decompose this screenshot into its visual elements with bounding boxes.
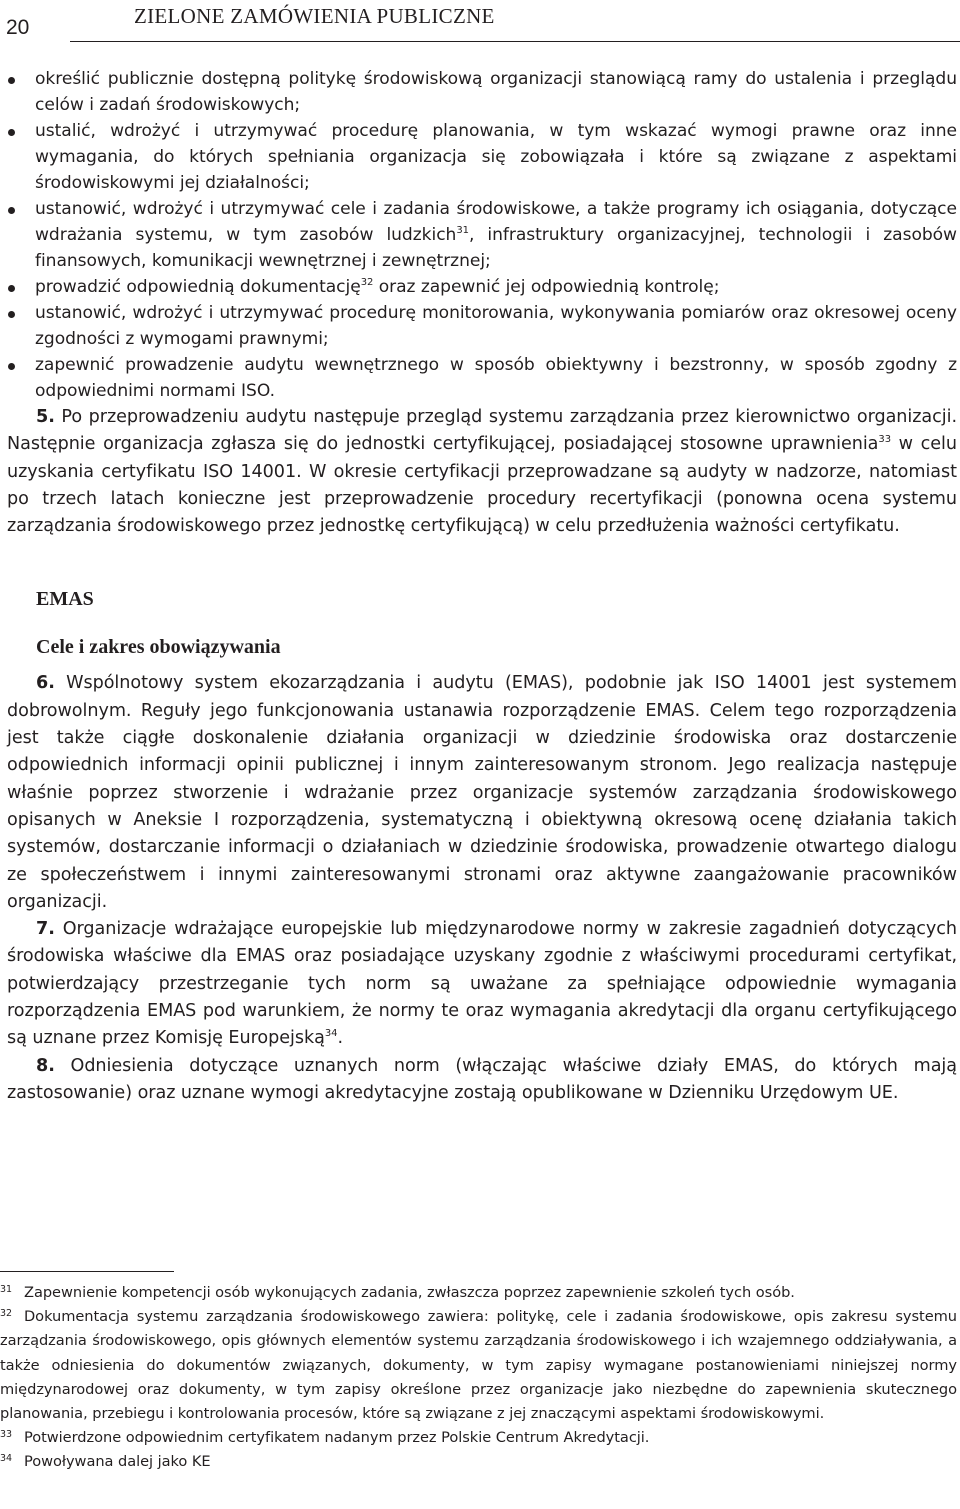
subsection-heading: Cele i zakres obowiązywania [36, 636, 281, 659]
footnote-ref[interactable]: 32 [360, 277, 374, 288]
paragraph-number: 5. [36, 407, 55, 427]
page-number: 20 [6, 16, 30, 39]
paragraph-8: 8. Odniesienia dotyczące uznanych norm (włączając właściwe działy EMAS, do których mają zastosowanie) oraz uznane wymogi akredytacyjne zostają opublikowane w Dzienniku Urzędowym UE. [7, 1055, 957, 1103]
footnotes [0, 1281, 957, 1475]
paragraph-number: 8. [36, 1055, 55, 1076]
paragraph-number: 7. [36, 919, 55, 940]
list-item: prowadzić odpowiednią dokumentację$^{32}$ oraz zapewnić jej odpowiednią kontrolę; [7, 274, 957, 300]
paragraph-7: 7. Organizacje wdrażające europejskie lub międzynarodowe normy w zakresie zagadnień dotyczących środowiska właściwe dla EMAS oraz posiadające uzyskany zgodnie z właściwymi procedurami certyfikat, potwierdzający przestrzeganie tych norm są uważane za spełniające odpowiednie wymagania rozporządzenia EMAS pod warunkiem, że normy te oraz wymagania akredytacji dla organu certyfikującego są uznane przez Komisję Europejską$^{34}$. [7, 919, 957, 1049]
bullet-icon [8, 129, 15, 136]
bullet-icon [8, 363, 15, 370]
list-item: określić publicznie dostępną politykę środowiskową organizacji stanowiącą ramy do ustalenia i przeglądu celów i zadań środowiskowych; [7, 66, 957, 118]
bullet-icon [8, 77, 15, 84]
footnote-ref[interactable]: 33 [878, 434, 892, 446]
list-item: ustalić, wdrożyć i utrzymywać procedurę planowania, w tym wskazać wymogi prawne oraz inne wymagania, do których spełniania organizacja się zobowiązała i które są związane z aspektami środowiskowymi jej działalności; [7, 118, 957, 196]
paragraph-6: 6. Wspólnotowy system ekozarządzania i audytu (EMAS), podobnie jak ISO 14001 jest systemem dobrowolnym. Reguły jego funkcjonowania ustanawia rozporządzenie EMAS. Celem tego rozporządzenia jest także ciągłe doskonalenie działania organizacji w dziedzinie środowiska oraz dostarczenie odpowiednich informacji opinii publicznej i innym zainteresowanym stronom. Jego realizacja następuje właśnie poprzez stworzenie i wdrażanie przez organizacje systemów zarządzania środowiskowego opisanych w Aneksie I rozporządzenia, systematyczną i obiektywną okresową ocenę działania takich systemów, dostarczanie informacji o działaniach w dziedzinie środowiska, prowadzenie otwartego dialogu ze społeczeństwem i innymi zainteresowanymi stronami oraz aktywne zaangażowanie pracowników organizacji. [7, 673, 957, 912]
section-heading: EMAS [36, 588, 94, 611]
footnote: 32 Dokumentacja systemu zarządzania środowiskowego zawiera: politykę, cele i zadania środowiskowe, opis zakresu systemu zarządzania środowiskowego, opis głównych elementów systemu zarządzania środowiskowego i ich wzajemnego oddziaływania, a także odniesienia do dokumentów związanych, dokumenty, w tym zapisy wymagane postanowieniami niniejszej normy międzynarodowej oraz dokumenty, w tym zapisy określone przez organizacje jako niezbędne do zapewnienia skutecznego planowania, przebiegu i kontrolowania procesów, które są związane z jej znaczącymi aspektami środowiskowymi. [0, 1308, 957, 1423]
footnote-ref[interactable]: 31 [456, 225, 469, 236]
footnote: 34 Powoływana dalej jako KE [0, 1453, 211, 1471]
paragraph-number: 6. [36, 673, 55, 694]
bullet-icon [8, 207, 15, 214]
footnote: 31 Zapewnienie kompetencji osób wykonujących zadania, zwłaszcza poprzez zapewnienie szkoleń tych osób. [0, 1284, 795, 1301]
paragraph-5: 5. Po przeprowadzeniu audytu następuje przegląd systemu zarządzania przez kierownictwo organizacji. Następnie organizacja zgłasza się do jednostki certyfikującej, posiadającej stosowne uprawnienia$^{33}$ w celu uzyskania certyfikatu ISO 14001. W okresie certyfikacji przeprowadzane są audyty w nadzorze, natomiast po trzech latach konieczne jest przeprowadzenie procedury recertyfikacji (ponowna ocena systemu zarządzania środowiskowego przez jednostkę certyfikującą) w celu przedłużenia ważności certyfikatu. [7, 407, 957, 537]
footnote-separator [0, 1271, 174, 1272]
footnote: 33 Potwierdzone odpowiednim certyfikatem nadanym przez Polskie Centrum Akredytacji. [0, 1429, 650, 1447]
header-rule [70, 41, 960, 42]
footnote-ref[interactable]: 34 [324, 1028, 338, 1040]
list-item: zapewnić prowadzenie audytu wewnętrznego w sposób obiektywny i bezstronny, w sposób zgodny z odpowiednimi normami ISO. [7, 352, 957, 404]
page-header [0, 0, 960, 42]
bullet-icon [8, 311, 15, 318]
requirements-list [7, 66, 957, 404]
bullet-icon [8, 285, 15, 292]
running-title: ZIELONE ZAMÓWIENIA PUBLICZNE [134, 4, 495, 28]
list-item: ustanowić, wdrożyć i utrzymywać procedurę monitorowania, wykonywania pomiarów oraz okresowej oceny zgodności z wymogami prawnymi; [7, 300, 957, 352]
main-content [7, 66, 957, 1107]
list-item: ustanowić, wdrożyć i utrzymywać cele i zadania środowiskowe, a także programy ich osiągania, dotyczące wdrażania systemu, w tym zasobów ludzkich$^{31}$, infrastruktury organizacyjnej, technologii i zasobów finansowych, komunikacji wewnętrznej i zewnętrznej; [7, 196, 957, 274]
